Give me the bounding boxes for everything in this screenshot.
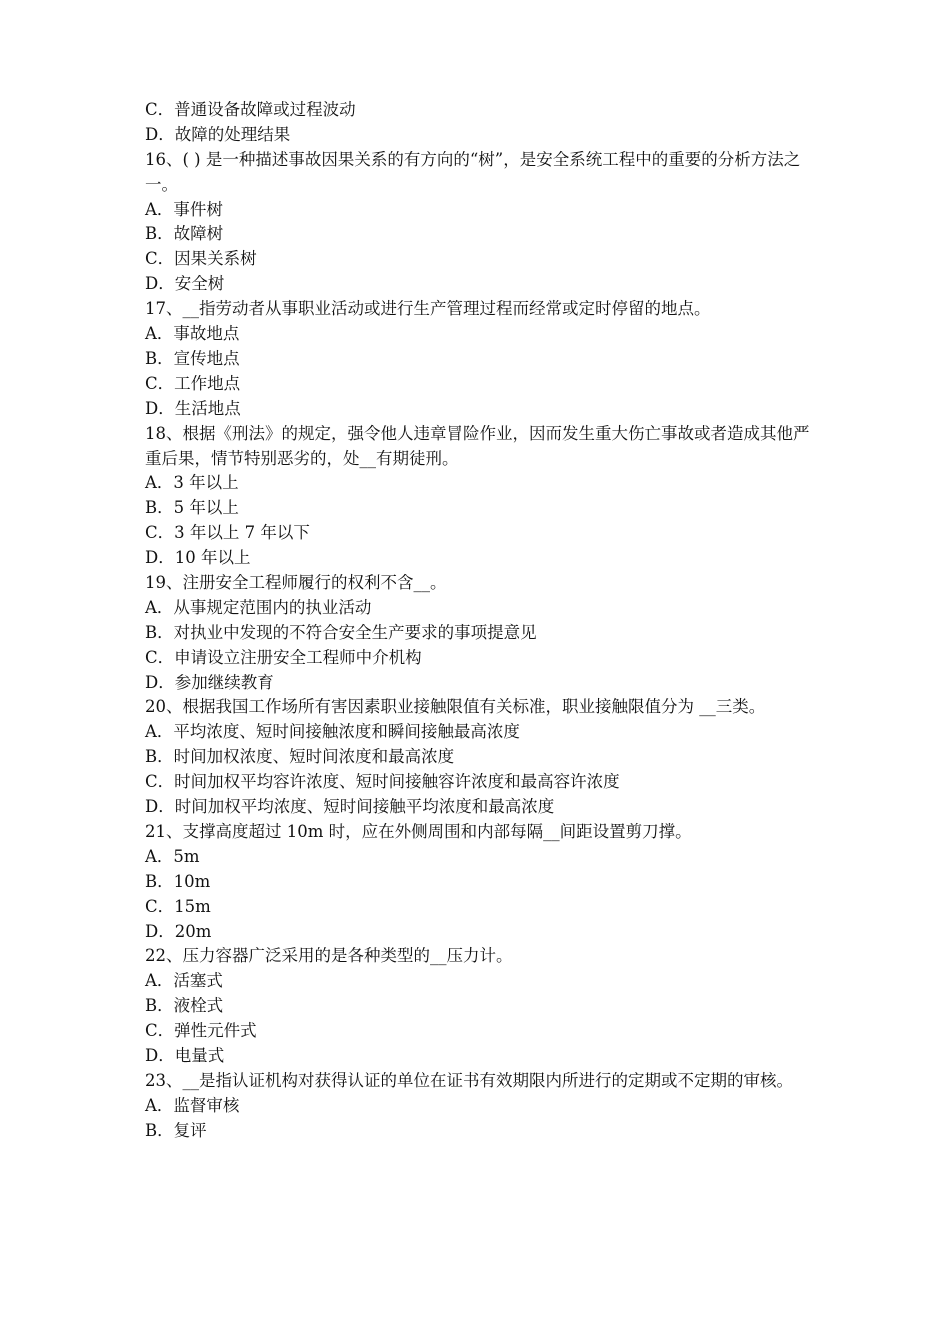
q20-option-a: A．平均浓度、短时间接触浓度和瞬间接触最高浓度: [145, 722, 520, 742]
q21-text: 21、支撑高度超过 10m 时，应在外侧周围和内部每隔__间距设置剪刀撑。: [145, 821, 692, 841]
q16-option-b: B．故障树: [145, 224, 224, 244]
q20-option-c: C．时间加权平均容许浓度、短时间接触容许浓度和最高容许浓度: [145, 772, 620, 792]
q19-option-d: D．参加继续教育: [145, 672, 274, 692]
q17-option-a: A．事故地点: [145, 324, 240, 344]
q22-option-c: C．弹性元件式: [145, 1021, 257, 1041]
q23-text: 23、__是指认证机构对获得认证的单位在证书有效期限内所进行的定期或不定期的审核。: [145, 1070, 793, 1090]
q17-option-d: D．生活地点: [145, 398, 241, 418]
q16-text: 16、( ) 是一种描述事故因果关系的有方向的“树”，是安全系统工程中的重要的分析方法之一。: [145, 149, 801, 194]
q18-text: 18、根据《刑法》的规定，强令他人违章冒险作业，因而发生重大伤亡事故或者造成其他严重后果，情节特别恶劣的，处__有期徒刑。: [145, 423, 810, 468]
q20-option-b: B．时间加权浓度、短时间浓度和最高浓度: [145, 747, 455, 767]
q21-option-d: D．20m: [145, 921, 212, 941]
q19-option-c: C．申请设立注册安全工程师中介机构: [145, 647, 422, 667]
q18-option-d: D．10 年以上: [145, 548, 251, 568]
q18-option-c: C．3 年以上 7 年以下: [145, 523, 310, 543]
q18-option-a: A．3 年以上: [145, 473, 239, 493]
q22-option-a: A．活塞式: [145, 971, 223, 991]
q23-option-b: B．复评: [145, 1120, 207, 1140]
q21-option-a: A．5m: [145, 846, 200, 866]
document-page: [145, 98, 815, 1144]
q21-option-b: B．10m: [145, 871, 211, 891]
q16-option-d: D．安全树: [145, 274, 225, 294]
q17-option-b: B．宣传地点: [145, 348, 240, 368]
q17-text: 17、__指劳动者从事职业活动或进行生产管理过程而经常或定时停留的地点。: [145, 299, 711, 319]
q15-option-d: D．故障的处理结果: [145, 124, 291, 144]
q19-text: 19、注册安全工程师履行的权利不含__。: [145, 573, 447, 592]
q20-text: 20、根据我国工作场所有害因素职业接触限值有关标准，职业接触限值分为 __三类。: [145, 697, 766, 717]
q19-option-a: A．从事规定范围内的执业活动: [145, 597, 372, 617]
q22-text: 22、压力容器广泛采用的是各种类型的__压力计。: [145, 946, 513, 966]
q16-option-a: A．事件树: [145, 199, 223, 219]
q22-option-d: D．电量式: [145, 1045, 225, 1065]
q19-option-b: B．对执业中发现的不符合安全生产要求的事项提意见: [145, 622, 537, 642]
q22-option-b: B．液栓式: [145, 996, 224, 1016]
q15-option-c: C．普通设备故障或过程波动: [145, 100, 356, 119]
q23-option-a: A．监督审核: [145, 1095, 240, 1115]
q16-option-c: C．因果关系树: [145, 249, 257, 269]
q18-option-b: B．5 年以上: [145, 498, 239, 518]
q21-option-c: C．15m: [145, 896, 211, 916]
q20-option-d: D．时间加权平均浓度、短时间接触平均浓度和最高浓度: [145, 797, 555, 817]
q17-option-c: C．工作地点: [145, 373, 241, 393]
